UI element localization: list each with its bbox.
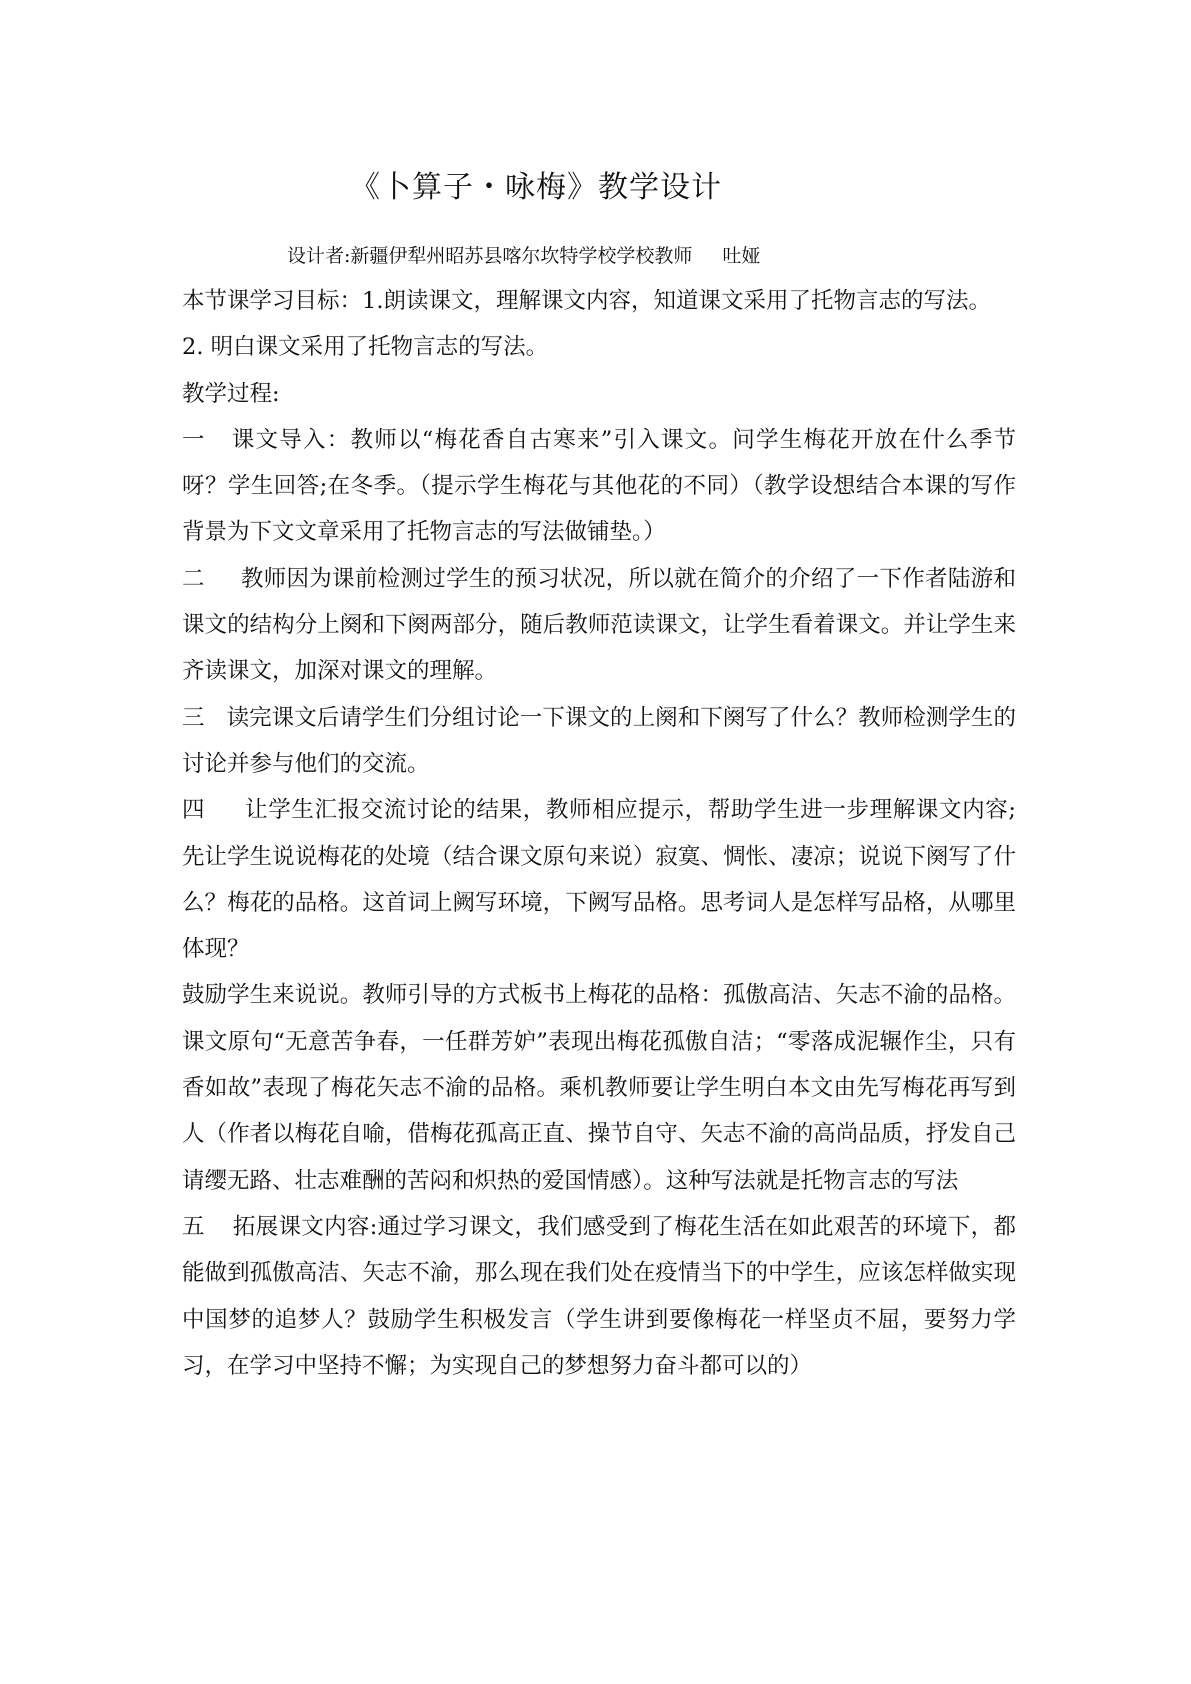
step-3-paragraph [182, 695, 1016, 788]
step-5-paragraph [182, 1204, 1016, 1389]
author-line [287, 242, 760, 270]
document-body [182, 278, 1016, 1389]
process-heading: 教学过程: [182, 380, 280, 407]
step-1-number: 一 [182, 426, 205, 453]
step-5-number: 五 [182, 1213, 205, 1240]
step-3-number: 三 [182, 704, 205, 731]
learning-goal-2: 2. 明白课文采用了托物言志的写法。 [182, 334, 549, 361]
step-2-text: 教师因为课前检测过学生的预习状况，所以就在简介的介绍了一下作者陆游和课文的结构分上阕和下阕两部分，随后教师范读课文，让学生看着课文。并让学生来齐读课文，加深对课文的理解。 [182, 565, 1016, 685]
step-1-paragraph [182, 417, 1016, 556]
author-name: 吐娅 [722, 245, 761, 267]
step-2-paragraph [182, 556, 1016, 695]
author-label: 设计者:新疆伊犁州昭苏县喀尔坎特学校学校教师 [287, 245, 693, 267]
step-5-text: 拓展课文内容:通过学习课文，我们感受到了梅花生活在如此艰苦的环境下，都能做到孤傲高洁、矢志不渝，那么现在我们处在疫情当下的中学生，应该怎样做实现中国梦的追梦人？鼓励学生积极发言（学生讲到要像梅花一样坚贞不屈，要努力学习，在学习中坚持不懈；为实现自己的梦想努力奋斗都可以的） [182, 1213, 1016, 1379]
encourage-paragraph: 鼓励学生来说说。教师引导的方式板书上梅花的品格：孤傲高洁、矢志不渝的品格。课文原句“无意苦争春，一任群芳妒”表现出梅花孤傲自洁；“零落成泥辗作尘，只有香如故”表现了梅花矢志不渝的品格。乘机教师要让学生明白本文由先写梅花再写到人（作者以梅花自喻，借梅花孤高正直、操节自守、矢志不渝的高尚品质，抒发自己请缨无路、壮志难酬的苦闷和炽热的爱国情感）。这种写法就是托物言志的写法 [182, 982, 1016, 1194]
step-3-text: 读完课文后请学生们分组讨论一下课文的上阕和下阕写了什么？教师检测学生的讨论并参与他们的交流。 [182, 704, 1016, 777]
step-2-number: 二 [182, 565, 205, 592]
step-4-number: 四 [182, 797, 205, 824]
step-1-text: 课文导入：教师以“梅花香自古寒来”引入课文。问学生梅花开放在什么季节呀？学生回答;在冬季。（提示学生梅花与其他花的不同）（教学设想结合本课的写作背景为下文文章采用了托物言志的写法做铺垫。） [182, 426, 1016, 546]
step-4-paragraph [182, 787, 1016, 972]
document-title: 《卜算子・咏梅》教学设计 [350, 170, 722, 205]
step-4-text: 让学生汇报交流讨论的结果，教师相应提示，帮助学生进一步理解课文内容;先让学生说说梅花的处境（结合课文原句来说）寂寞、惆怅、凄凉；说说下阕写了什么？梅花的品格。这首词上阙写环境，下阙写品格。思考词人是怎样写品格，从哪里体现？ [182, 797, 1016, 963]
learning-goals-paragraph: 本节课学习目标：1.朗读课文，理解课文内容，知道课文采用了托物言志的写法。 [182, 288, 991, 314]
